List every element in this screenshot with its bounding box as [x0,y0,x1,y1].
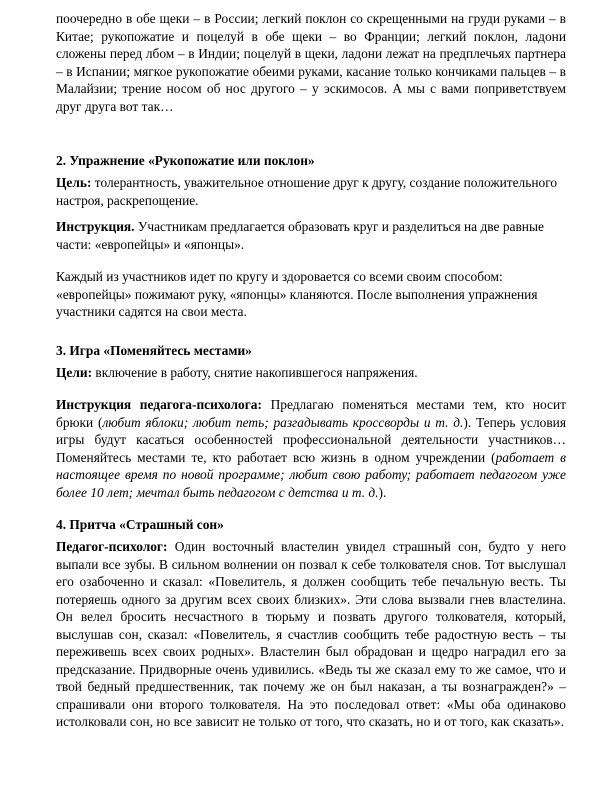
parable-text: Один восточный властелин увидел страшный сон, будто у него выпали все зубы. В сильном волнении он позвал к себе толкователя снов. Тот выслушал его озабоченно и сказал: «Повелитель, я должен сообщить тебе печальную весть. Ты потеряешь одного за другим всех своих близких». Эти слова вызвали гнев властелина. Он велел бросить несчастного в тюрьму и позвать другого толкователя, который, выслушав сон, сказал: «Повелитель, я счастлив сообщить тебе радостную весть – ты переживешь всех своих родных». Властелин был обрадован и щедро наградил его за предсказание. Придворные очень удивились. «Ведь ты же сказал ему то же самое, что и твой бедный предшественник, так почему же он был наказан, а ты вознагражден?» – спрашивали они второго толкователя. На это последовал ответ: «Мы оба одинаково истолковали сон, но все зависит не только от того, что сказать, но и от того, как сказать». [56,539,566,729]
section-2-instruction [56,218,566,253]
instruction-text-1: Предлагаю поменяться местами тем, кто носит брюки ( [56,397,566,430]
instruction-label: Инструкция. [56,219,135,234]
instruction-examples-2: работает в настоящее время по новой программе; любит свою работу; работает педагогом уже более 10 лет; мечтал быть педагогом с детства и т. д. [56,449,566,500]
instruction-text-3: ). [378,484,387,500]
section-2-goal [56,174,566,209]
section-4-parable [56,538,566,731]
section-3-goals [56,364,566,382]
psychologist-instruction-label: Инструкция педагога-психолога: [56,397,262,412]
section-2-paragraph: Каждый из участников идет по кругу и здоровается со всеми своим способом: «европейцы» пожимают руку, «японцы» кланяются. После выполнения упражнения участники садятся на свои места. [56,269,538,319]
section-2-heading: 2. Упражнение «Рукопожатие или поклон» [56,153,315,168]
section-3-instruction [56,396,566,501]
section-4-heading: 4. Притча «Страшный сон» [56,517,224,532]
intro-paragraph: поочередно в обе щеки – в России; легкий поклон со скрещенными на груди руками – в Китае; рукопожатие и поцелуй в обе щеки – во Франции; легкий поклон, ладони сложены перед лбом – в Индии; поцелуй в щеки, ладони лежат на предплечьях партнера – в Испании; мягкое рукопожатие обеими руками, касание только кончиками пальцев – в Малайзии; трение носом об нос другого – у эскимосов. А мы с вами поприветствуем друг друга вот так… [56,11,566,114]
section-3-heading: 3. Игра «Поменяйтесь местами» [56,343,252,358]
instruction-examples-1: любит яблоки; любит петь; разгадывать кроссворды и т. д. [102,414,464,430]
goals-text: включение в работу, снятие накопившегося напряжения. [92,365,418,380]
goal-text: толерантность, уважительное отношение друг к другу, создание положительного настроя, раскрепощение. [56,175,558,208]
goal-label: Цель: [56,175,92,190]
instruction-text-2: ). Теперь условия игры будут касаться особенностей профессиональной деятельности участников… Поменяйтесь местами те, кто работает всю жизнь в одном учреждении ( [56,414,566,465]
psychologist-label: Педагог-психолог: [56,539,168,554]
goals-label: Цели: [56,365,93,380]
instruction-text: Участникам предлагается образовать круг и разделиться на две равные части: «европейцы» и «японцы». [56,219,544,252]
